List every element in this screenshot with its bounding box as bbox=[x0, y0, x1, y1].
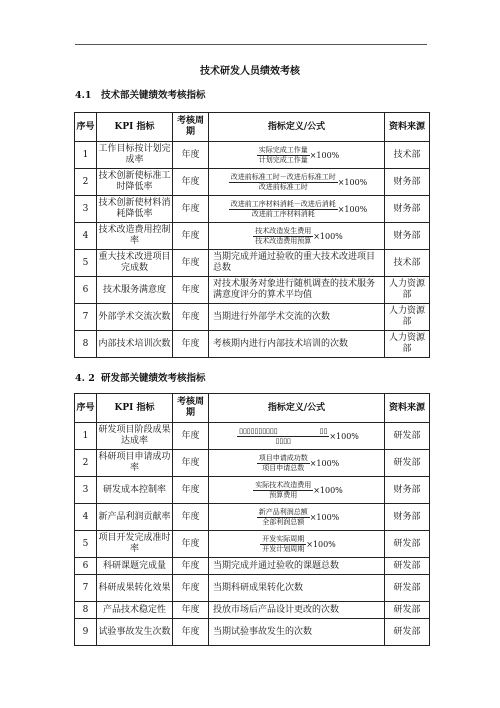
kpi-table-technical bbox=[74, 112, 430, 358]
definition: 当期完成并通过验收的重大技术改进项目总数 bbox=[209, 250, 385, 277]
table-row bbox=[75, 477, 430, 504]
formula-fraction bbox=[260, 535, 306, 554]
formula-denominator: 开发计划周期 bbox=[262, 544, 305, 553]
row-number: 4 bbox=[75, 504, 97, 531]
row-number: 7 bbox=[75, 575, 97, 602]
formula-fraction bbox=[253, 227, 313, 246]
period: 年度 bbox=[173, 619, 209, 646]
formula-denominator: 改进前工序材料消耗 bbox=[251, 209, 315, 218]
table-row bbox=[75, 196, 430, 223]
section-heading-1 bbox=[75, 87, 206, 101]
definition: 当期完成并通过验收的课题总数 bbox=[209, 558, 385, 575]
definition bbox=[209, 423, 385, 450]
table-row bbox=[75, 423, 430, 450]
kpi-name: 科研项目申请成功率 bbox=[97, 450, 173, 477]
definition: 投放市场后产品设计更改的次数 bbox=[209, 602, 385, 619]
data-source: 人力资源部 bbox=[385, 331, 430, 358]
table-row bbox=[75, 450, 430, 477]
formula-suffix: ×100% bbox=[306, 539, 336, 549]
header-cell: 序号 bbox=[75, 394, 97, 423]
data-source: 人力资源部 bbox=[385, 277, 430, 304]
kpi-name: 技术创新使标准工时降低率 bbox=[97, 169, 173, 196]
formula-numerator: 改进前标准工时－改进后标准工时 bbox=[230, 172, 336, 181]
formula-numerator: 改进前工序材料消耗－改进后消耗 bbox=[230, 199, 336, 208]
formula-suffix: ×100% bbox=[337, 177, 368, 187]
formula-suffix: ×100% bbox=[337, 204, 368, 214]
section-title: 研发部关键绩效考核指标 bbox=[101, 373, 206, 384]
period: 年度 bbox=[173, 250, 209, 277]
period: 年度 bbox=[173, 450, 209, 477]
table-row bbox=[75, 142, 430, 169]
table-row bbox=[75, 223, 430, 250]
formula-numerator: 开发实际周期 bbox=[262, 534, 305, 543]
formula-numerator: ▯▯▯▯▯▯▯▯▯▯ ▯▯ bbox=[239, 426, 328, 435]
period: 年度 bbox=[173, 142, 209, 169]
formula-numerator: 项目申请成功数 bbox=[258, 453, 308, 462]
header-cell: KPI 指标 bbox=[97, 113, 173, 142]
kpi-name: 重大技术改进项目完成数 bbox=[97, 250, 173, 277]
formula-numerator: 新产品利润总额 bbox=[258, 507, 308, 516]
table-row bbox=[75, 331, 430, 358]
formula-suffix: ×100% bbox=[309, 458, 340, 468]
period: 年度 bbox=[173, 196, 209, 223]
row-number: 7 bbox=[75, 304, 97, 331]
formula-fraction bbox=[237, 427, 329, 446]
row-number: 1 bbox=[75, 142, 97, 169]
data-source: 财务部 bbox=[385, 477, 430, 504]
table-header-row bbox=[75, 394, 430, 423]
data-source: 研发部 bbox=[385, 558, 430, 575]
kpi-name: 试验事故发生次数 bbox=[97, 619, 173, 646]
kpi-name: 技术服务满意度 bbox=[97, 277, 173, 304]
formula-denominator: ▯▯▯▯ bbox=[275, 436, 291, 445]
data-source: 财务部 bbox=[385, 223, 430, 250]
row-number: 5 bbox=[75, 250, 97, 277]
formula-denominator: 预算费用 bbox=[269, 490, 298, 499]
header-cell: 序号 bbox=[75, 113, 97, 142]
period: 年度 bbox=[173, 477, 209, 504]
definition bbox=[209, 223, 385, 250]
formula-numerator: 实际技术改造费用 bbox=[255, 480, 312, 489]
row-number: 2 bbox=[75, 169, 97, 196]
kpi-name: 内部技术培训次数 bbox=[97, 331, 173, 358]
table-row bbox=[75, 558, 430, 575]
section-title: 技术部关键绩效考核指标 bbox=[101, 90, 206, 101]
period: 年度 bbox=[173, 223, 209, 250]
formula-denominator: 改进前标准工时 bbox=[258, 182, 308, 191]
data-source: 技术部 bbox=[385, 250, 430, 277]
section-heading-2 bbox=[75, 370, 206, 384]
data-source: 研发部 bbox=[385, 619, 430, 646]
formula-suffix: ×100% bbox=[329, 431, 359, 441]
row-number: 1 bbox=[75, 423, 97, 450]
kpi-name: 科研课题完成量 bbox=[97, 558, 173, 575]
row-number: 3 bbox=[75, 477, 97, 504]
data-source: 人力资源部 bbox=[385, 304, 430, 331]
period: 年度 bbox=[173, 531, 209, 558]
kpi-name: 项目开发完成准时率 bbox=[97, 531, 173, 558]
formula-fraction bbox=[253, 481, 313, 500]
period: 年度 bbox=[173, 558, 209, 575]
header-cell: 资料来源 bbox=[385, 394, 430, 423]
row-number: 3 bbox=[75, 196, 97, 223]
data-source: 研发部 bbox=[385, 450, 430, 477]
row-number: 9 bbox=[75, 619, 97, 646]
formula-fraction bbox=[257, 454, 310, 473]
header-cell: 指标定义/公式 bbox=[209, 394, 385, 423]
definition bbox=[209, 450, 385, 477]
table-row bbox=[75, 531, 430, 558]
section-number: 4.1 bbox=[75, 90, 92, 101]
formula-denominator: 技术改造费用预算 bbox=[255, 236, 312, 245]
header-cell: 指标定义/公式 bbox=[209, 113, 385, 142]
table-row bbox=[75, 602, 430, 619]
data-source: 技术部 bbox=[385, 142, 430, 169]
data-source: 研发部 bbox=[385, 602, 430, 619]
period: 年度 bbox=[173, 575, 209, 602]
formula-fraction bbox=[257, 146, 310, 165]
definition: 考核期内进行内部技术培训的次数 bbox=[209, 331, 385, 358]
row-number: 6 bbox=[75, 277, 97, 304]
definition: 对技术服务对象进行随机调查的技术服务满意度评分的算术平均值 bbox=[209, 277, 385, 304]
formula-denominator: 计划完成工作量 bbox=[258, 155, 308, 164]
period: 年度 bbox=[173, 277, 209, 304]
row-number: 2 bbox=[75, 450, 97, 477]
definition bbox=[209, 504, 385, 531]
formula-suffix: ×100% bbox=[313, 485, 343, 495]
table-row bbox=[75, 575, 430, 602]
table-row bbox=[75, 304, 430, 331]
formula-numerator: 技术改造发生费用 bbox=[255, 226, 312, 235]
period: 年度 bbox=[173, 504, 209, 531]
period: 年度 bbox=[173, 304, 209, 331]
definition bbox=[209, 169, 385, 196]
formula-numerator: 实际完成工作量 bbox=[258, 145, 308, 154]
section-number: 4. 2 bbox=[75, 373, 95, 384]
document-title: 技术研发人员绩效考核 bbox=[200, 66, 300, 77]
row-number: 8 bbox=[75, 602, 97, 619]
kpi-name: 产品技术稳定性 bbox=[97, 602, 173, 619]
row-number: 5 bbox=[75, 531, 97, 558]
data-source: 研发部 bbox=[385, 575, 430, 602]
kpi-name: 技术改造费用控制率 bbox=[97, 223, 173, 250]
row-number: 8 bbox=[75, 331, 97, 358]
formula-denominator: 项目申请总数 bbox=[262, 463, 305, 472]
period: 年度 bbox=[173, 602, 209, 619]
period: 年度 bbox=[173, 331, 209, 358]
row-number: 6 bbox=[75, 558, 97, 575]
definition: 当期试验事故发生的次数 bbox=[209, 619, 385, 646]
data-source: 财务部 bbox=[385, 169, 430, 196]
row-number: 4 bbox=[75, 223, 97, 250]
definition bbox=[209, 196, 385, 223]
kpi-name: 科研成果转化效果 bbox=[97, 575, 173, 602]
kpi-name: 外部学术交流次数 bbox=[97, 304, 173, 331]
definition: 当期科研成果转化次数 bbox=[209, 575, 385, 602]
data-source: 财务部 bbox=[385, 196, 430, 223]
formula-fraction bbox=[229, 173, 338, 192]
data-source: 财务部 bbox=[385, 504, 430, 531]
table-row bbox=[75, 250, 430, 277]
kpi-name: 研发成本控制率 bbox=[97, 477, 173, 504]
table-row bbox=[75, 277, 430, 304]
formula-denominator: 全部利润总额 bbox=[262, 517, 305, 526]
formula-fraction bbox=[257, 508, 310, 527]
kpi-name: 技术创新使材料消耗降低率 bbox=[97, 196, 173, 223]
table-row bbox=[75, 504, 430, 531]
data-source: 研发部 bbox=[385, 531, 430, 558]
period: 年度 bbox=[173, 169, 209, 196]
table-row bbox=[75, 619, 430, 646]
formula-suffix: ×100% bbox=[309, 512, 340, 522]
kpi-table-rnd bbox=[74, 393, 430, 646]
data-source: 研发部 bbox=[385, 423, 430, 450]
formula-suffix: ×100% bbox=[313, 231, 343, 241]
table-row bbox=[75, 169, 430, 196]
header-cell: KPI 指标 bbox=[97, 394, 173, 423]
formula-fraction bbox=[229, 200, 338, 219]
definition bbox=[209, 142, 385, 169]
header-cell: 考核周期 bbox=[173, 394, 209, 423]
definition: 当期进行外部学术交流的次数 bbox=[209, 304, 385, 331]
kpi-name: 工作目标按计划完成率 bbox=[97, 142, 173, 169]
formula-suffix: ×100% bbox=[309, 150, 340, 160]
table-header-row bbox=[75, 113, 430, 142]
header-rule bbox=[75, 44, 427, 45]
header-cell: 考核周期 bbox=[173, 113, 209, 142]
kpi-name: 新产品利润贡献率 bbox=[97, 504, 173, 531]
header-cell: 资料来源 bbox=[385, 113, 430, 142]
period: 年度 bbox=[173, 423, 209, 450]
kpi-name: 研发项目阶段成果达成率 bbox=[97, 423, 173, 450]
definition bbox=[209, 531, 385, 558]
definition bbox=[209, 477, 385, 504]
